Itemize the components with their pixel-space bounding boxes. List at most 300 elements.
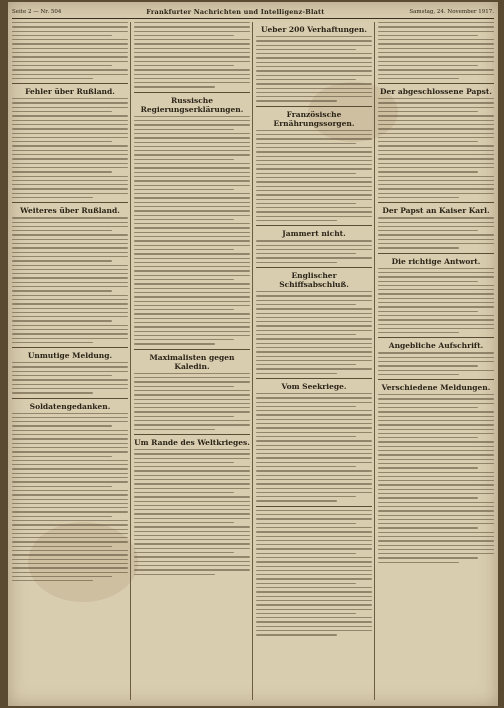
article — [378, 257, 494, 334]
text-line — [378, 411, 494, 412]
article — [256, 510, 372, 636]
text-line — [256, 291, 372, 292]
text-line — [134, 381, 250, 382]
text-line — [134, 22, 250, 23]
text-line — [12, 563, 128, 564]
text-line — [134, 458, 250, 459]
text-line — [134, 35, 234, 36]
text-line — [256, 295, 372, 296]
text-line — [12, 222, 128, 223]
text-line — [134, 193, 250, 194]
text-line — [134, 326, 250, 327]
article — [378, 87, 494, 198]
text-line — [12, 150, 128, 151]
text-line — [12, 171, 112, 172]
column-4 — [378, 22, 494, 702]
text-line — [256, 591, 372, 592]
text-line — [134, 249, 234, 250]
text-line — [378, 407, 478, 408]
text-line — [12, 308, 128, 309]
text-line — [134, 407, 250, 408]
text-line — [256, 634, 337, 635]
text-line — [378, 441, 494, 442]
text-line — [256, 75, 372, 76]
text-line — [12, 120, 128, 121]
text-line — [12, 520, 128, 521]
text-line — [134, 120, 250, 121]
text-line — [256, 186, 372, 187]
text-line — [256, 587, 372, 588]
text-line — [378, 527, 478, 528]
text-line — [256, 609, 372, 610]
text-line — [256, 253, 356, 254]
text-line — [12, 320, 112, 321]
text-line — [12, 486, 112, 487]
text-line — [12, 286, 128, 287]
text-line — [134, 429, 215, 430]
text-line — [134, 526, 250, 527]
text-line — [256, 527, 372, 528]
text-line — [378, 315, 494, 316]
text-line — [12, 567, 128, 568]
text-line — [134, 176, 250, 177]
text-line — [378, 158, 494, 159]
text-line — [134, 339, 234, 340]
text-line — [378, 562, 459, 563]
text-line — [134, 185, 250, 186]
text-line — [12, 65, 112, 66]
text-line — [256, 548, 372, 549]
text-line — [256, 574, 372, 575]
text-line — [134, 279, 234, 280]
text-line — [134, 31, 250, 32]
text-line — [378, 188, 494, 189]
text-line — [256, 373, 337, 374]
text-line — [256, 536, 372, 537]
article-headline: Französische Ernährungssorgen. — [273, 109, 355, 128]
article-divider — [134, 92, 250, 93]
text-line — [256, 83, 372, 84]
text-line — [256, 393, 372, 394]
text-line — [256, 130, 372, 131]
text-line — [12, 247, 128, 248]
text-line — [256, 462, 372, 463]
text-line — [12, 35, 112, 36]
text-line — [12, 550, 128, 551]
text-line — [378, 523, 494, 524]
text-line — [12, 447, 128, 448]
text-line — [12, 417, 128, 418]
article-headline: Maximalisten gegen Kaledin. — [149, 352, 235, 371]
text-line — [256, 70, 372, 71]
text-line — [12, 111, 112, 112]
text-line — [12, 456, 112, 457]
text-line — [12, 141, 112, 142]
text-line — [378, 433, 494, 434]
text-line — [134, 505, 250, 506]
text-line — [134, 124, 250, 125]
text-line — [134, 65, 234, 66]
text-line — [378, 420, 494, 421]
text-line — [12, 22, 128, 23]
text-line — [134, 513, 250, 514]
text-line — [256, 40, 372, 41]
text-line — [134, 292, 250, 293]
text-line — [378, 352, 494, 353]
text-line — [378, 370, 494, 371]
text-line — [12, 184, 128, 185]
text-line — [134, 318, 250, 319]
text-line — [378, 519, 494, 520]
text-line — [378, 553, 494, 554]
text-line — [378, 476, 494, 477]
text-line — [256, 470, 372, 471]
text-line — [378, 272, 494, 273]
article — [256, 271, 372, 374]
text-line — [134, 416, 234, 417]
text-line — [378, 22, 494, 23]
text-line — [134, 236, 250, 237]
text-line — [12, 277, 128, 278]
text-line — [12, 464, 128, 465]
text-line — [134, 377, 250, 378]
text-line — [256, 453, 372, 454]
text-line — [256, 220, 337, 221]
text-line — [256, 544, 372, 545]
text-line — [12, 473, 128, 474]
text-line — [256, 604, 372, 605]
text-line — [134, 539, 250, 540]
text-line — [12, 388, 128, 389]
article — [378, 22, 494, 79]
text-line — [256, 561, 372, 562]
text-line — [378, 480, 494, 481]
text-line — [256, 100, 337, 101]
text-line — [134, 561, 250, 562]
text-line — [256, 36, 372, 37]
text-line — [378, 107, 494, 108]
article — [378, 341, 494, 375]
article — [256, 110, 372, 222]
text-line — [256, 147, 372, 148]
text-line — [12, 580, 93, 581]
text-line — [12, 163, 128, 164]
text-line — [12, 61, 128, 62]
text-line — [134, 270, 250, 271]
article-divider — [256, 378, 372, 379]
text-line — [378, 398, 494, 399]
article-divider — [256, 267, 372, 268]
text-line — [12, 137, 128, 138]
text-line — [12, 477, 128, 478]
article-divider — [134, 349, 250, 350]
text-line — [378, 424, 494, 425]
text-line — [12, 31, 128, 32]
article-headline: Jammert nicht. — [282, 229, 346, 239]
text-line — [378, 78, 459, 79]
text-line — [134, 180, 250, 181]
text-line — [256, 436, 356, 437]
text-line — [378, 276, 494, 277]
text-line — [256, 347, 372, 348]
text-line — [12, 239, 128, 240]
text-line — [134, 548, 250, 549]
text-line — [134, 322, 250, 323]
text-line — [378, 222, 494, 223]
text-line — [12, 52, 128, 53]
text-line — [12, 234, 128, 235]
text-line — [378, 281, 478, 282]
column-2 — [134, 22, 250, 702]
issue-date: Samstag, 24. November 1917. — [409, 9, 494, 15]
text-line — [12, 481, 128, 482]
text-line — [256, 630, 372, 631]
article-divider — [12, 202, 128, 203]
text-line — [12, 273, 128, 274]
text-line — [256, 360, 372, 361]
text-line — [134, 343, 215, 344]
text-line — [12, 379, 128, 380]
text-line — [256, 466, 356, 467]
text-line — [378, 545, 494, 546]
text-line — [12, 158, 128, 159]
text-line — [378, 145, 494, 146]
text-line — [378, 293, 494, 294]
text-line — [12, 133, 128, 134]
article — [12, 206, 128, 343]
text-line — [256, 138, 372, 139]
text-line — [134, 283, 250, 284]
text-line — [134, 227, 250, 228]
article-divider — [256, 506, 372, 507]
text-line — [12, 299, 128, 300]
text-line — [256, 334, 356, 335]
text-line — [256, 181, 372, 182]
text-line — [378, 193, 494, 194]
text-line — [256, 500, 337, 501]
text-line — [256, 53, 372, 54]
text-line — [256, 583, 356, 584]
text-line — [134, 266, 250, 267]
text-line — [12, 167, 128, 168]
text-line — [134, 82, 250, 83]
text-line — [12, 290, 112, 291]
text-line — [256, 194, 372, 195]
text-line — [12, 252, 128, 253]
text-line — [256, 45, 372, 46]
text-line — [378, 35, 478, 36]
text-line — [256, 626, 372, 627]
text-line — [134, 399, 250, 400]
text-line — [378, 289, 494, 290]
text-line — [12, 26, 128, 27]
text-line — [378, 56, 494, 57]
text-line — [256, 364, 356, 365]
text-line — [134, 509, 250, 510]
article-divider — [378, 379, 494, 380]
text-line — [378, 459, 494, 460]
text-line — [256, 553, 356, 554]
text-line — [134, 189, 234, 190]
text-line — [134, 52, 250, 53]
text-line — [134, 483, 250, 484]
column-rule — [130, 22, 131, 700]
text-line — [134, 245, 250, 246]
text-line — [378, 324, 494, 325]
text-line — [256, 570, 372, 571]
article-divider — [134, 434, 250, 435]
text-line — [378, 115, 494, 116]
text-line — [12, 413, 128, 414]
article-divider — [12, 83, 128, 84]
text-line — [134, 475, 250, 476]
text-line — [256, 492, 372, 493]
article — [256, 382, 372, 502]
text-line — [378, 472, 494, 473]
text-line — [134, 488, 250, 489]
text-line — [256, 423, 372, 424]
text-line — [12, 43, 128, 44]
text-line — [12, 392, 93, 393]
text-line — [378, 124, 494, 125]
article-headline: Fehler über Rußland. — [25, 87, 115, 97]
text-line — [378, 48, 494, 49]
text-line — [256, 510, 372, 511]
article-headline: Russische Regierungserklärungen. — [140, 95, 244, 114]
text-line — [378, 536, 494, 537]
text-line — [134, 543, 250, 544]
text-line — [134, 453, 250, 454]
article-headline: Ueber 200 Verhaftungen. — [261, 25, 367, 34]
text-line — [378, 171, 478, 172]
text-line — [256, 617, 372, 618]
text-line — [378, 61, 494, 62]
text-line — [134, 535, 250, 536]
text-line — [256, 557, 372, 558]
text-line — [134, 78, 250, 79]
text-line — [256, 177, 372, 178]
text-line — [134, 335, 250, 336]
text-line — [134, 518, 250, 519]
text-line — [378, 69, 494, 70]
text-line — [256, 514, 372, 515]
text-line — [134, 373, 250, 374]
text-line — [256, 257, 372, 258]
text-line — [134, 569, 250, 570]
text-line — [256, 190, 372, 191]
article-headline: Um Rande des Weltkrieges. — [134, 437, 250, 447]
text-line — [134, 206, 250, 207]
text-line — [378, 184, 494, 185]
text-line — [134, 167, 250, 168]
text-line — [12, 74, 128, 75]
text-line — [256, 211, 372, 212]
text-line — [134, 424, 250, 425]
text-line — [256, 164, 372, 165]
article-headline: Unmutige Meldung. — [27, 351, 113, 361]
text-line — [378, 31, 494, 32]
text-line — [134, 150, 250, 151]
text-line — [12, 554, 128, 555]
text-line — [378, 234, 494, 235]
text-line — [12, 572, 128, 573]
text-line — [256, 440, 372, 441]
text-line — [12, 102, 128, 103]
text-line — [256, 523, 356, 524]
text-line — [256, 173, 356, 174]
text-line — [256, 566, 372, 567]
text-line — [378, 74, 494, 75]
article — [256, 229, 372, 263]
text-line — [256, 156, 372, 157]
text-line — [378, 311, 478, 312]
text-line — [256, 427, 372, 428]
text-line — [134, 215, 250, 216]
text-line — [134, 262, 250, 263]
text-line — [256, 66, 372, 67]
text-line — [378, 446, 494, 447]
text-line — [378, 137, 494, 138]
article — [134, 22, 250, 88]
text-line — [378, 120, 494, 121]
text-line — [378, 98, 494, 99]
article-headline: Der Papst an Kaiser Karl. — [382, 206, 490, 216]
text-line — [134, 301, 250, 302]
text-line — [12, 316, 128, 317]
text-line — [134, 296, 250, 297]
text-line — [134, 56, 250, 57]
text-line — [134, 86, 215, 87]
text-line — [256, 199, 372, 200]
text-line — [134, 309, 234, 310]
text-line — [134, 48, 250, 49]
article — [12, 351, 128, 393]
text-line — [256, 245, 372, 246]
text-line — [256, 151, 372, 152]
text-line — [12, 69, 128, 70]
text-line — [134, 496, 250, 497]
column-rule — [252, 22, 253, 700]
text-line — [378, 230, 478, 231]
text-line — [134, 240, 250, 241]
text-line — [256, 518, 372, 519]
text-line — [378, 510, 494, 511]
text-line — [134, 492, 234, 493]
text-line — [378, 506, 494, 507]
text-line — [134, 197, 250, 198]
article — [134, 96, 250, 345]
text-line — [378, 176, 494, 177]
text-line — [134, 552, 234, 553]
text-line — [134, 172, 250, 173]
text-line — [12, 193, 128, 194]
text-line — [256, 304, 356, 305]
text-line — [134, 574, 215, 575]
text-line — [378, 515, 494, 516]
text-line — [12, 128, 128, 129]
text-line — [12, 425, 112, 426]
text-line — [134, 462, 234, 463]
text-line — [378, 497, 478, 498]
text-line — [378, 394, 494, 395]
text-line — [12, 295, 128, 296]
text-line — [256, 79, 356, 80]
text-line — [256, 540, 372, 541]
text-line — [12, 366, 128, 367]
article-headline: Angebliche Aufschrift. — [388, 341, 484, 351]
text-line — [378, 365, 478, 366]
text-line — [134, 449, 250, 450]
